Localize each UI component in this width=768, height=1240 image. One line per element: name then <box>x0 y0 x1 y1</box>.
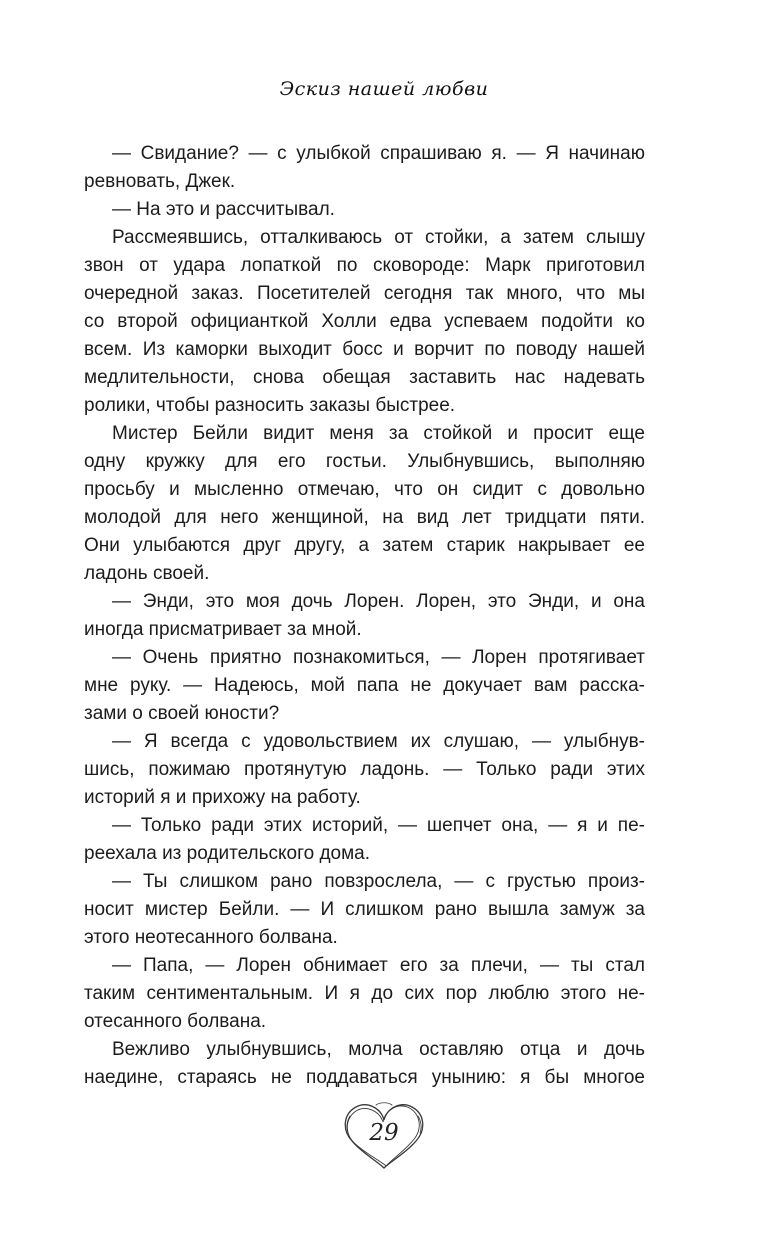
paragraph <box>84 812 645 868</box>
text-line: — На это и рассчитывал. <box>112 199 335 220</box>
text-line: Мистер Бейли видит меня за стойкой и просит еще <box>112 423 645 444</box>
paragraph <box>84 868 645 952</box>
text-line: таким сентиментальным. И я до сих пор люблю этого не- <box>84 983 645 1004</box>
text-line: ролики, чтобы разносить заказы быстрее. <box>84 395 456 416</box>
text-line: ладонь своей. <box>84 563 210 584</box>
text-line: иногда присматривает за мной. <box>84 619 362 640</box>
text-line: реехала из родительского дома. <box>84 843 371 864</box>
text-line: — Ты слишком рано повзрослела, — с грустью произ- <box>112 871 645 892</box>
paragraph <box>84 588 645 644</box>
text-line: этого неотесанного болвана. <box>84 927 338 948</box>
text-line: просьбу и мысленно отмечаю, что он сидит с довольно <box>84 479 645 500</box>
paragraph <box>84 728 645 812</box>
text-line: звон от удара лопаткой по сковороде: Марк приготовил <box>84 255 645 276</box>
text-line: — Свидание? — с улыбкой спрашиваю я. — Я начинаю <box>112 143 645 164</box>
text-line: — Папа, — Лорен обнимает его за плечи, — ты стал <box>112 955 645 976</box>
text-line: молодой для него женщиной, на вид лет тридцати пяти. <box>84 507 645 528</box>
paragraph <box>84 140 645 196</box>
page-footer-ornament <box>0 1096 768 1182</box>
text-line: — Энди, это моя дочь Лорен. Лорен, это Энди, и она <box>112 591 645 612</box>
text-line: одну кружку для его гостьи. Улыбнувшись, выполняю <box>84 451 645 472</box>
paragraph <box>84 1036 645 1092</box>
text-line: всем. Из каморки выходит босс и ворчит по поводу нашей <box>84 339 645 360</box>
text-line: Рассмеявшись, отталкиваюсь от стойки, а затем слышу <box>112 227 645 248</box>
paragraph <box>84 952 645 1036</box>
text-line: Они улыбаются друг другу, а затем старик накрывает ее <box>84 535 645 556</box>
paragraph <box>84 644 645 728</box>
text-line: наедине, стараясь не поддаваться унынию: я бы многое <box>84 1067 645 1088</box>
text-line: историй я и прихожу на работу. <box>84 787 361 808</box>
text-line: отесанного болвана. <box>84 1011 267 1032</box>
text-line: — Только ради этих историй, — шепчет она, — я и пе- <box>112 815 645 836</box>
text-line: шись, пожимаю протянутую ладонь. — Только ради этих <box>84 759 645 780</box>
paragraph <box>84 196 645 224</box>
text-line: — Я всегда с удовольствием их слушаю, — улыбнув- <box>112 731 645 752</box>
page-text <box>84 140 645 1092</box>
text-line: носит мистер Бейли. — И слишком рано вышла замуж за <box>84 899 645 920</box>
heart-ornament <box>336 1096 432 1182</box>
paragraph <box>84 224 645 420</box>
text-line: — Очень приятно познакомиться, — Лорен протягивает <box>112 647 645 668</box>
running-title: Эскиз нашей любви <box>279 78 489 100</box>
text-line: со второй официанткой Холли едва успеваем подойти ко <box>84 311 645 332</box>
page-number: 29 <box>369 1120 399 1146</box>
text-line: зами о своей юности? <box>84 703 280 724</box>
paragraph <box>84 420 645 588</box>
text-line: медлительности, снова обещая заставить нас надевать <box>84 367 645 388</box>
text-line: мне руку. — Надеюсь, мой папа не докучает вам расска- <box>84 675 645 696</box>
text-line: очередной заказ. Посетителей сегодня так много, что мы <box>84 283 645 304</box>
text-line: ревновать, Джек. <box>84 171 236 192</box>
text-line: Вежливо улыбнувшись, молча оставляю отца и дочь <box>112 1039 645 1060</box>
